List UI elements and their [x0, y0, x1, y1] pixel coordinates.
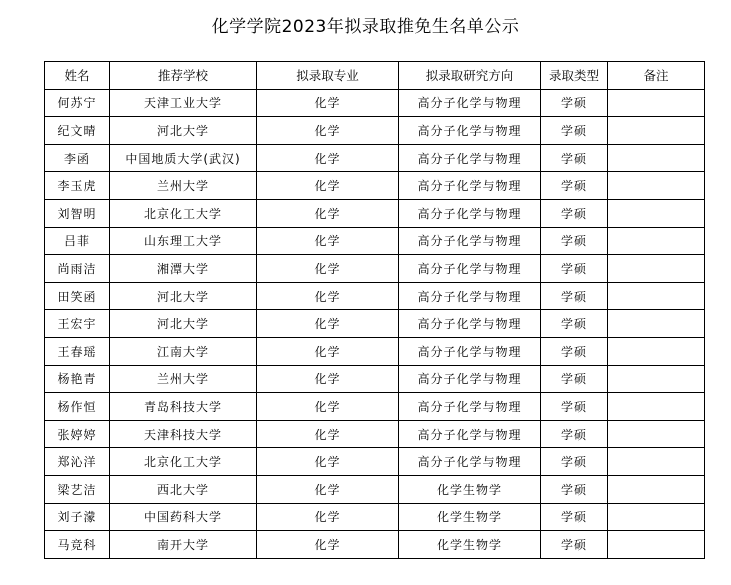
header-major: 拟录取专业 — [257, 62, 399, 90]
cell-school: 湘潭大学 — [110, 255, 257, 283]
cell-major: 化学 — [257, 337, 399, 365]
cell-note — [608, 475, 705, 503]
table-row — [45, 199, 705, 227]
cell-name: 马竞科 — [45, 531, 110, 559]
cell-school: 山东理工大学 — [110, 227, 257, 255]
cell-school: 青岛科技大学 — [110, 393, 257, 421]
header-type: 录取类型 — [541, 62, 608, 90]
cell-name: 吕菲 — [45, 227, 110, 255]
cell-direction: 高分子化学与物理 — [399, 420, 541, 448]
header-note: 备注 — [608, 62, 705, 90]
cell-direction: 高分子化学与物理 — [399, 337, 541, 365]
table-row — [45, 531, 705, 559]
cell-name: 何苏宁 — [45, 89, 110, 117]
cell-note — [608, 337, 705, 365]
cell-major: 化学 — [257, 420, 399, 448]
cell-direction: 高分子化学与物理 — [399, 144, 541, 172]
cell-major: 化学 — [257, 172, 399, 200]
cell-type: 学硕 — [541, 172, 608, 200]
cell-note — [608, 172, 705, 200]
cell-direction: 高分子化学与物理 — [399, 282, 541, 310]
table-row — [45, 337, 705, 365]
cell-direction: 高分子化学与物理 — [399, 365, 541, 393]
table-row — [45, 310, 705, 338]
cell-major: 化学 — [257, 282, 399, 310]
cell-type: 学硕 — [541, 255, 608, 283]
table-row — [45, 172, 705, 200]
cell-direction: 高分子化学与物理 — [399, 199, 541, 227]
cell-type: 学硕 — [541, 227, 608, 255]
cell-major: 化学 — [257, 531, 399, 559]
cell-note — [608, 420, 705, 448]
cell-note — [608, 144, 705, 172]
cell-name: 田笑函 — [45, 282, 110, 310]
cell-type: 学硕 — [541, 282, 608, 310]
cell-major: 化学 — [257, 503, 399, 531]
cell-type: 学硕 — [541, 117, 608, 145]
table-row — [45, 365, 705, 393]
cell-direction: 高分子化学与物理 — [399, 393, 541, 421]
cell-major: 化学 — [257, 365, 399, 393]
table-row — [45, 144, 705, 172]
cell-note — [608, 310, 705, 338]
cell-note — [608, 282, 705, 310]
cell-name: 李函 — [45, 144, 110, 172]
cell-direction: 化学生物学 — [399, 531, 541, 559]
cell-major: 化学 — [257, 255, 399, 283]
cell-type: 学硕 — [541, 420, 608, 448]
cell-name: 李玉虎 — [45, 172, 110, 200]
cell-direction: 化学生物学 — [399, 503, 541, 531]
cell-major: 化学 — [257, 144, 399, 172]
table-row — [45, 255, 705, 283]
cell-direction: 化学生物学 — [399, 475, 541, 503]
cell-direction: 高分子化学与物理 — [399, 89, 541, 117]
cell-major: 化学 — [257, 393, 399, 421]
table-row — [45, 448, 705, 476]
cell-type: 学硕 — [541, 365, 608, 393]
cell-note — [608, 255, 705, 283]
header-name: 姓名 — [45, 62, 110, 90]
cell-school: 兰州大学 — [110, 172, 257, 200]
cell-school: 中国药科大学 — [110, 503, 257, 531]
cell-type: 学硕 — [541, 89, 608, 117]
table-row — [45, 393, 705, 421]
page-title: 化学学院2023年拟录取推免生名单公示 — [211, 17, 520, 37]
table-header-row — [45, 62, 705, 90]
cell-type: 学硕 — [541, 475, 608, 503]
cell-type: 学硕 — [541, 144, 608, 172]
cell-school: 南开大学 — [110, 531, 257, 559]
cell-note — [608, 531, 705, 559]
cell-school: 天津科技大学 — [110, 420, 257, 448]
cell-note — [608, 393, 705, 421]
cell-major: 化学 — [257, 310, 399, 338]
cell-name: 刘智明 — [45, 199, 110, 227]
cell-note — [608, 503, 705, 531]
cell-school: 中国地质大学(武汉) — [110, 144, 257, 172]
cell-direction: 高分子化学与物理 — [399, 172, 541, 200]
table-row — [45, 89, 705, 117]
cell-direction: 高分子化学与物理 — [399, 227, 541, 255]
cell-note — [608, 365, 705, 393]
cell-direction: 高分子化学与物理 — [399, 310, 541, 338]
cell-school: 江南大学 — [110, 337, 257, 365]
cell-major: 化学 — [257, 89, 399, 117]
cell-name: 纪文晴 — [45, 117, 110, 145]
cell-school: 西北大学 — [110, 475, 257, 503]
cell-major: 化学 — [257, 117, 399, 145]
cell-school: 北京化工大学 — [110, 448, 257, 476]
cell-type: 学硕 — [541, 199, 608, 227]
cell-name: 郑沁洋 — [45, 448, 110, 476]
cell-name: 梁艺洁 — [45, 475, 110, 503]
cell-major: 化学 — [257, 199, 399, 227]
cell-note — [608, 89, 705, 117]
cell-school: 兰州大学 — [110, 365, 257, 393]
table-row — [45, 227, 705, 255]
header-direction: 拟录取研究方向 — [399, 62, 541, 90]
cell-direction: 高分子化学与物理 — [399, 255, 541, 283]
table-row — [45, 282, 705, 310]
table-row — [45, 420, 705, 448]
cell-type: 学硕 — [541, 393, 608, 421]
cell-name: 尚雨洁 — [45, 255, 110, 283]
cell-type: 学硕 — [541, 310, 608, 338]
cell-name: 王春瑶 — [45, 337, 110, 365]
cell-name: 杨艳青 — [45, 365, 110, 393]
cell-type: 学硕 — [541, 531, 608, 559]
cell-type: 学硕 — [541, 503, 608, 531]
cell-major: 化学 — [257, 448, 399, 476]
cell-school: 天津工业大学 — [110, 89, 257, 117]
cell-name: 张婷婷 — [45, 420, 110, 448]
cell-note — [608, 227, 705, 255]
cell-school: 河北大学 — [110, 310, 257, 338]
cell-note — [608, 448, 705, 476]
cell-name: 王宏宇 — [45, 310, 110, 338]
cell-note — [608, 199, 705, 227]
header-school: 推荐学校 — [110, 62, 257, 90]
table-row — [45, 503, 705, 531]
table-body — [45, 89, 705, 558]
cell-type: 学硕 — [541, 337, 608, 365]
cell-name: 刘子濛 — [45, 503, 110, 531]
cell-major: 化学 — [257, 227, 399, 255]
cell-name: 杨作恒 — [45, 393, 110, 421]
admission-table — [44, 61, 705, 559]
cell-major: 化学 — [257, 475, 399, 503]
cell-school: 河北大学 — [110, 282, 257, 310]
table-row — [45, 117, 705, 145]
cell-note — [608, 117, 705, 145]
table-row — [45, 475, 705, 503]
cell-type: 学硕 — [541, 448, 608, 476]
cell-school: 河北大学 — [110, 117, 257, 145]
cell-direction: 高分子化学与物理 — [399, 448, 541, 476]
cell-school: 北京化工大学 — [110, 199, 257, 227]
cell-direction: 高分子化学与物理 — [399, 117, 541, 145]
